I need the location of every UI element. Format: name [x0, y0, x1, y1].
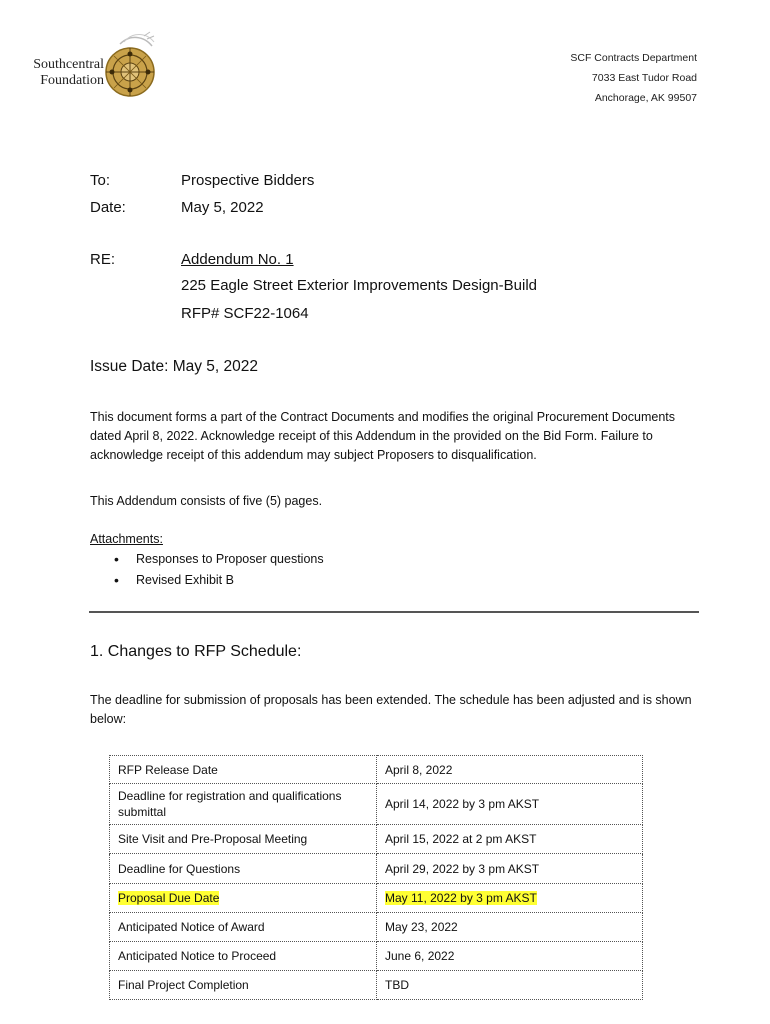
date-cell: June 6, 2022	[377, 942, 643, 971]
attachments-list	[110, 549, 324, 591]
to-value: Prospective Bidders	[181, 172, 315, 189]
event-cell: Anticipated Notice of Award	[110, 913, 377, 942]
event-cell: Deadline for registration and qualifications submittal	[110, 784, 377, 825]
department-address	[570, 48, 697, 108]
intro-paragraph: This document forms a part of the Contract Documents and modifies the original Procurement Documents dated April 8, 2022. Acknowledge receipt of this Addendum in the provided on the Bid Form. Failure to acknowledge receipt of this addendum may subject Proposers to disqualification.	[90, 410, 675, 462]
logo-line-2: Foundation	[40, 73, 104, 88]
address-line-2: 7033 East Tudor Road	[591, 72, 697, 84]
attachments-label: Attachments:	[90, 532, 163, 546]
addendum-title: Addendum No. 1	[181, 251, 294, 268]
date-cell: TBD	[377, 971, 643, 1000]
table-row	[110, 854, 643, 884]
date-cell: April 14, 2022 by 3 pm AKST	[377, 784, 643, 825]
date-value: May 5, 2022	[181, 199, 264, 216]
table-row-highlighted	[110, 884, 643, 913]
address-line-3: Anchorage, AK 99507	[594, 92, 697, 104]
foundation-logo-icon	[100, 30, 160, 100]
logo-line-1: Southcentral	[33, 57, 104, 72]
table-row	[110, 784, 643, 825]
table-row	[110, 756, 643, 784]
highlighted-date: May 11, 2022 by 3 pm AKST	[385, 891, 537, 905]
event-cell: RFP Release Date	[110, 756, 377, 784]
event-cell: Final Project Completion	[110, 971, 377, 1000]
attachment-item: • Revised Exhibit B	[110, 570, 324, 591]
rfp-number: RFP# SCF22-1064	[181, 305, 309, 322]
attachment-item: • Responses to Proposer questions	[110, 549, 324, 570]
page-count-paragraph: This Addendum consists of five (5) pages.	[90, 494, 323, 508]
date-cell: April 15, 2022 at 2 pm AKST	[377, 825, 643, 854]
schedule-table	[109, 755, 643, 1000]
date-cell: April 29, 2022 by 3 pm AKST	[377, 854, 643, 884]
to-label: To:	[90, 172, 111, 189]
event-cell: Deadline for Questions	[110, 854, 377, 884]
date-cell: April 8, 2022	[377, 756, 643, 784]
date-cell: May 23, 2022	[377, 913, 643, 942]
table-row	[110, 913, 643, 942]
event-cell: Anticipated Notice to Proceed	[110, 942, 377, 971]
section-heading: 1. Changes to RFP Schedule:	[90, 643, 302, 660]
project-name: 225 Eagle Street Exterior Improvements Design-Build	[181, 277, 538, 294]
highlighted-event: Proposal Due Date	[118, 891, 220, 905]
logo-wordmark	[26, 57, 104, 89]
table-row	[110, 825, 643, 854]
event-cell	[110, 884, 377, 913]
address-line-1: SCF Contracts Department	[570, 52, 697, 64]
table-row	[110, 942, 643, 971]
re-label: RE:	[90, 251, 116, 268]
issue-date: Issue Date: May 5, 2022	[90, 358, 259, 375]
date-cell	[377, 884, 643, 913]
event-cell: Site Visit and Pre-Proposal Meeting	[110, 825, 377, 854]
section-divider	[89, 611, 699, 613]
schedule-intro: The deadline for submission of proposals has been extended. The schedule has been adjusted and is shown below:	[90, 693, 692, 726]
date-label: Date:	[90, 199, 126, 216]
table-row	[110, 971, 643, 1000]
